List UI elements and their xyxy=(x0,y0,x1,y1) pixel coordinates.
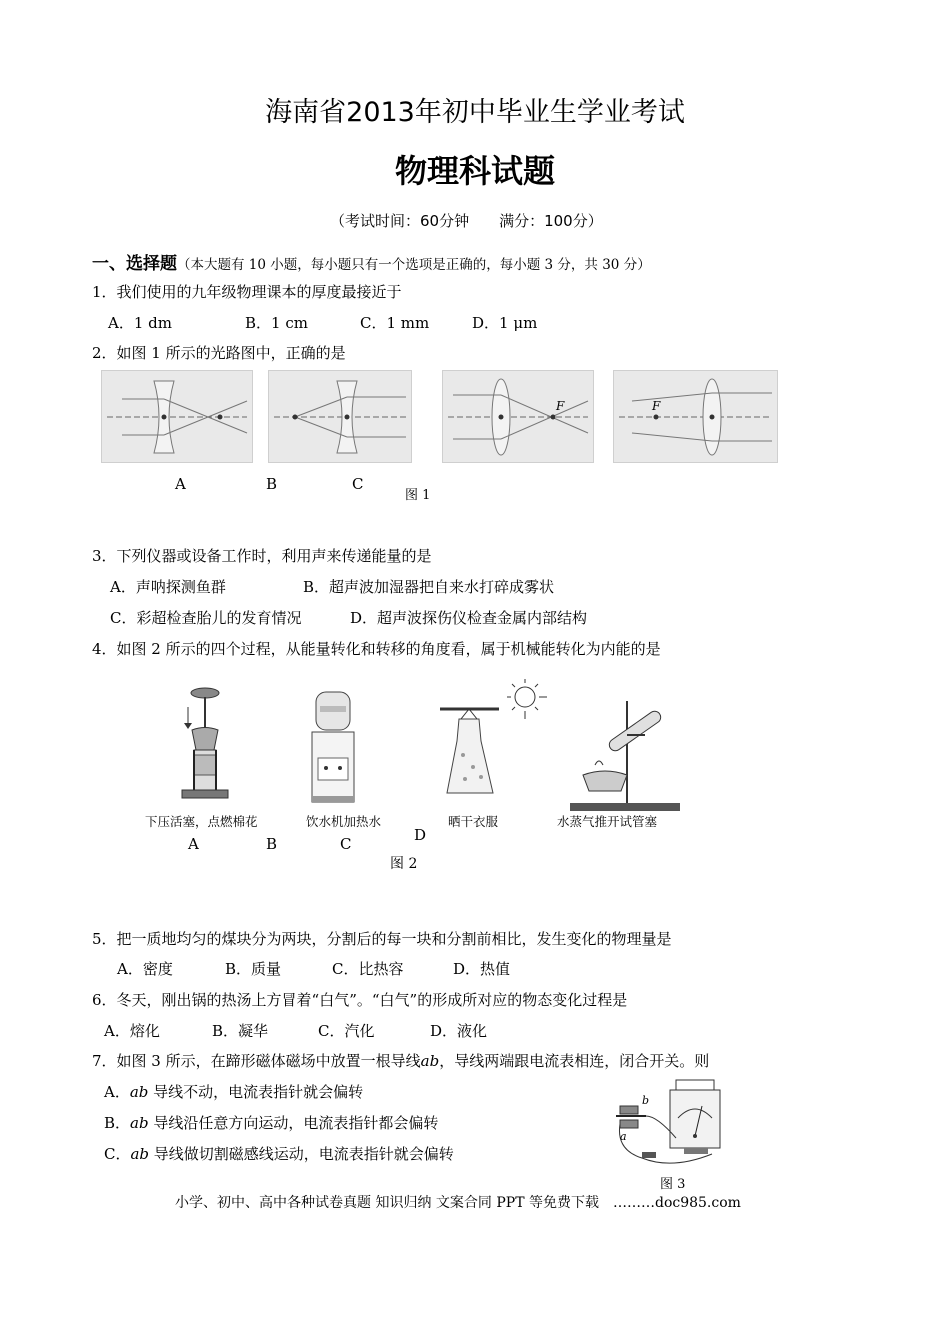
q7-option-c-text: 导线做切割磁感线运动，电流表指针就会偏转 xyxy=(149,1145,454,1163)
convex-lens-diagram-d xyxy=(614,371,777,462)
galvanometer-circuit-illustration xyxy=(612,1078,742,1173)
q3-option-c: C．彩超检查胎儿的发育情况 xyxy=(110,609,302,627)
q1-option-d: D．1 μm xyxy=(472,314,538,332)
drying-clothes-illustration xyxy=(435,675,555,815)
figure2-label-c: C xyxy=(340,835,352,853)
q5-option-b: B．质量 xyxy=(225,960,282,978)
concave-lens-diagram-b xyxy=(269,371,411,462)
q3-stem: 3．下列仪器或设备工作时，利用声来传递能量的是 xyxy=(92,547,432,565)
q6-option-a: A．熔化 xyxy=(104,1022,160,1040)
figure2-label-d: D xyxy=(414,826,427,844)
figure1-panel-d xyxy=(613,370,778,463)
q3-option-d: D．超声波探伤仪检查金属内部结构 xyxy=(350,609,588,627)
q7-option-a-em: ab xyxy=(129,1083,149,1101)
q3-option-a: A．声呐探测鱼群 xyxy=(110,578,226,596)
footer-text: 小学、初中、高中各种试卷真题 知识归纳 文案合同 PPT 等免费下载 ………doc985.com xyxy=(175,1195,741,1211)
exam-title: 海南省2013年初中毕业生学业考试 xyxy=(265,97,685,128)
q7-option-c-prefix: C． xyxy=(104,1145,131,1163)
concave-lens-diagram-a xyxy=(102,371,252,462)
q7-stem-em: ab xyxy=(420,1052,440,1070)
q7-option-c xyxy=(104,1143,454,1164)
q7-option-b-prefix: B． xyxy=(104,1114,131,1132)
q2-stem: 2．如图 1 所示的光路图中，正确的是 xyxy=(92,344,346,362)
q6-option-c: C．汽化 xyxy=(318,1022,375,1040)
figure1-panel-a xyxy=(101,370,253,463)
figure2-caption-d: 水蒸气推开试管塞 xyxy=(557,814,658,829)
q7-stem-pre: 7．如图 3 所示，在蹄形磁体磁场中放置一根导线 xyxy=(92,1052,421,1070)
figure1-label-a: A xyxy=(175,475,186,493)
piston-cylinder-illustration xyxy=(170,685,250,805)
q5-stem: 5．把一质地均匀的煤块分为两块，分割后的每一块和分割前相比，发生变化的物理量是 xyxy=(92,930,672,948)
q5-option-d: D．热值 xyxy=(453,960,511,978)
q7-option-b xyxy=(104,1112,438,1133)
section-note: （本大题有 10 小题，每小题只有一个选项是正确的，每小题 3 分，共 30 分） xyxy=(177,257,651,273)
figure1-label-c: C xyxy=(352,475,364,493)
figure1-panel-c xyxy=(442,370,594,463)
q6-option-b: B．凝华 xyxy=(212,1022,269,1040)
q7-stem xyxy=(92,1050,709,1071)
figure3-caption: 图 3 xyxy=(660,1177,686,1192)
figure1-panel-b xyxy=(268,370,412,463)
figure2-caption-c: 晒干衣服 xyxy=(448,814,499,829)
q7-option-b-text: 导线沿任意方向运动，电流表指针都会偏转 xyxy=(148,1114,439,1132)
figure2-label-a: A xyxy=(188,835,199,853)
figure1-label-b: B xyxy=(266,475,278,493)
q3-option-b: B．超声波加湿器把自来水打碎成雾状 xyxy=(303,578,555,596)
section-title: 一、选择题 xyxy=(92,254,177,274)
steam-test-tube-illustration xyxy=(565,695,685,815)
figure2-caption-a: 下压活塞，点燃棉花 xyxy=(145,814,258,829)
focus-label-c: F xyxy=(556,399,565,413)
q7-option-a xyxy=(104,1081,363,1102)
q1-stem: 1．我们使用的九年级物理课本的厚度最接近于 xyxy=(92,283,402,301)
water-dispenser-illustration xyxy=(302,688,362,808)
subject-title: 物理科试题 xyxy=(394,152,555,190)
point-label-b: b xyxy=(642,1094,650,1107)
q5-option-c: C．比热容 xyxy=(332,960,404,978)
q7-stem-post: ，导线两端跟电流表相连，闭合开关。则 xyxy=(439,1052,710,1070)
q1-option-c: C．1 mm xyxy=(360,314,430,332)
q6-option-d: D．液化 xyxy=(430,1022,488,1040)
point-label-a: a xyxy=(620,1130,627,1143)
q7-option-b-em: ab xyxy=(130,1114,149,1132)
q4-stem: 4．如图 2 所示的四个过程，从能量转化和转移的角度看，属于机械能转化为内能的是 xyxy=(92,640,661,658)
q7-option-c-em: ab xyxy=(130,1145,150,1163)
section-heading xyxy=(92,249,651,274)
figure1-caption: 图 1 xyxy=(405,488,431,503)
figure2-caption-b: 饮水机加热水 xyxy=(306,814,382,829)
figure2-label-b: B xyxy=(266,835,278,853)
focus-label-d: F xyxy=(652,399,661,413)
exam-info: （考试时间：60分钟 满分：100分） xyxy=(330,212,603,230)
q5-option-a: A．密度 xyxy=(117,960,173,978)
figure2-caption: 图 2 xyxy=(390,856,418,872)
q7-option-a-text: 导线不动，电流表指针就会偏转 xyxy=(148,1083,364,1101)
convex-lens-diagram-c xyxy=(443,371,593,462)
q1-option-a: A．1 dm xyxy=(108,314,172,332)
q7-option-a-prefix: A． xyxy=(104,1083,130,1101)
q6-stem: 6．冬天，刚出锅的热汤上方冒着“白气”。“白气”的形成所对应的物态变化过程是 xyxy=(92,991,628,1009)
q1-option-b: B．1 cm xyxy=(245,314,308,332)
